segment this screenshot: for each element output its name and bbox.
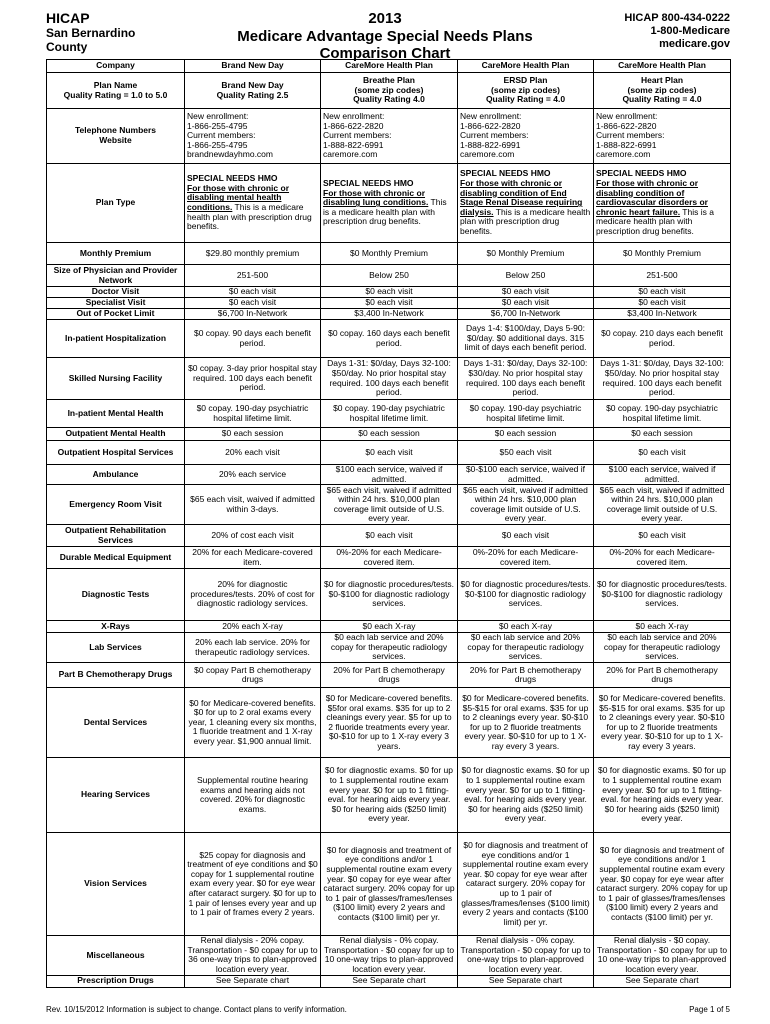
- cell: See Separate chart: [594, 975, 731, 987]
- text-line: SPECIAL NEEDS HMO: [596, 168, 687, 179]
- text-line: For those with chronic or disabling condition of cardiovascular disorders or chronic heart failure.: [596, 178, 708, 217]
- cell: 20% for Part B chemotherapy drugs: [594, 663, 731, 688]
- row-header-outpatient-hospital: Outpatient Hospital Services: [47, 441, 185, 465]
- row-header-plan-name: [47, 73, 185, 109]
- telephone-cell: [321, 109, 458, 164]
- cell: 20% for Part B chemotherapy drugs: [458, 663, 594, 688]
- cell: $0 for diagnostic procedures/tests. $0-$100 for diagnostic radiology services.: [594, 569, 731, 621]
- cell: $0 each visit: [185, 298, 321, 309]
- cell: $0 each session: [458, 428, 594, 441]
- plan-name-cell: [594, 73, 731, 109]
- text-line: Quality Rating = 1.0 to 5.0: [63, 89, 168, 100]
- telephone-cell: [594, 109, 731, 164]
- cell: $0 each X-ray: [594, 621, 731, 633]
- cell: $0 for diagnostic procedures/tests. $0-$100 for diagnostic radiology services.: [321, 569, 458, 621]
- table-row: [47, 547, 731, 569]
- cell: 20% each visit: [185, 441, 321, 465]
- cell: $0 each visit: [458, 287, 594, 298]
- cell: $0 Monthly Premium: [594, 243, 731, 265]
- text-line: New enrollment:: [187, 111, 249, 122]
- text-line: SPECIAL NEEDS HMO: [187, 173, 278, 184]
- plan-name-cell: [185, 73, 321, 109]
- cell: $0 copay. 190-day psychiatric hospital lifetime limit.: [321, 400, 458, 428]
- cell: $0 Monthly Premium: [321, 243, 458, 265]
- cell: See Separate chart: [458, 975, 594, 987]
- title-line1: Medicare Advantage Special Needs Plans: [237, 28, 533, 45]
- cell: $100 each service, waived if admitted.: [594, 465, 731, 485]
- cell: $0 each visit: [321, 525, 458, 547]
- year: 2013: [368, 10, 402, 27]
- cell: $0 for diagnosis and treatment of eye conditions and/or 1 supplemental routine exam every year. $0 copay for eye wear after cataract surgery. 20% copay for up to 1 pair of glasses/frames/lenses ($100 limit) every 2 years and contacts ($100 limit) per yr.: [594, 833, 731, 936]
- cell: 20% for Part B chemotherapy drugs: [321, 663, 458, 688]
- cell: $6,700 In-Network: [185, 309, 321, 320]
- cell: Below 250: [321, 265, 458, 287]
- row-header-specialist-visit: Specialist Visit: [47, 298, 185, 309]
- cell: $0 each visit: [594, 287, 731, 298]
- cell: Days 1-4: $100/day, Days 5-90: $0/day. $0 additional days. 315 limit of days each benefit period.: [458, 320, 594, 358]
- row-header-telephone: [47, 109, 185, 164]
- cell: $0 each session: [185, 428, 321, 441]
- text-line: 1-866-255-4795: [187, 139, 248, 150]
- cell: $0 each visit: [321, 287, 458, 298]
- table-row: [47, 465, 731, 485]
- cell: $65 each visit, waived if admitted within 24 hrs. $10,000 plan coverage limit outside of U.S. every year.: [594, 485, 731, 525]
- text-line: Breathe Plan: [363, 75, 415, 86]
- cell: $0 for Medicare-covered benefits. $5for oral exams. $35 for up to 2 cleanings every year. $5 for up to 2 fluoride treatments every year. $0-$10 for up to 1 X-ray every 3 years.: [321, 688, 458, 758]
- cell: 0%-20% for each Medicare-covered item.: [458, 547, 594, 569]
- cell: $3,400 In-Network: [321, 309, 458, 320]
- table-row: [47, 265, 731, 287]
- table-row: [47, 688, 731, 758]
- cell: $0 for Medicare-covered benefits. $0 for up to 2 oral exams every year, 1 cleaning every six months, 1 fluoride treatment and 1 X-ray every year. $1,900 annual limit.: [185, 688, 321, 758]
- row-header-dme: Durable Medical Equipment: [47, 547, 185, 569]
- cell: $0 for Medicare-covered benefits. $5-$15 for oral exams. $35 for up to 2 cleanings every year. $0-$10 for up to 2 fluoride treatments every year. $0-$10 for up to 1 X-ray every 3 years.: [458, 688, 594, 758]
- cell: $6,700 In-Network: [458, 309, 594, 320]
- cell: $29.80 monthly premium: [185, 243, 321, 265]
- cell: 0%-20% for each Medicare-covered item.: [594, 547, 731, 569]
- table-row: [47, 243, 731, 265]
- table-row: [47, 936, 731, 975]
- cell: 20% for diagnostic procedures/tests. 20% of cost for diagnostic radiology services.: [185, 569, 321, 621]
- comparison-table: [46, 59, 731, 988]
- row-header-monthly-premium: Monthly Premium: [47, 243, 185, 265]
- cell: $25 copay for diagnosis and treatment of eye conditions and $0 copay for 1 supplemental routine exam every year. $0 for eye wear after cataract surgery. $0 for up to 1 pair of lenses every year and up to 1 pair of frames every 2 years.: [185, 833, 321, 936]
- text-line: caremore.com: [323, 149, 378, 160]
- table-row: [47, 485, 731, 525]
- cell: 20% for each Medicare-covered item.: [185, 547, 321, 569]
- col-header-2: CareMore Health Plan: [321, 60, 458, 73]
- cell: See Separate chart: [185, 975, 321, 987]
- cell: $0 each visit: [458, 298, 594, 309]
- cell: 20% each lab service. 20% for therapeutic radiology services.: [185, 633, 321, 663]
- company-header: Company: [47, 60, 185, 73]
- text-line: 1-866-622-2820: [596, 120, 657, 131]
- text-line: (some zip codes): [491, 84, 560, 95]
- text-line: Telephone Numbers: [74, 125, 157, 136]
- text-line: This is a medicare health plan with prescription drug benefits.: [596, 206, 714, 236]
- text-line: 1-866-622-2820: [460, 120, 521, 131]
- text-line: Brand New Day: [221, 79, 284, 90]
- cell: $0 copay. 3-day prior hospital stay required. 100 days each benefit period.: [185, 358, 321, 400]
- cell: Renal dialysis - 20% copay. Transportation - $0 copay for up to 36 one-way trips to plan-approved location every year.: [185, 936, 321, 975]
- plan-type-cell: [321, 164, 458, 243]
- text-line: SPECIAL NEEDS HMO: [460, 168, 551, 179]
- table-row: [47, 320, 731, 358]
- cell: Days 1-31: $0/day, Days 32-100: $30/day. No prior hospital stay required. 100 days each benefit period.: [458, 358, 594, 400]
- county-line2: County: [46, 40, 88, 54]
- header-contacts: [624, 12, 730, 51]
- row-header-diagnostic: Diagnostic Tests: [47, 569, 185, 621]
- cell: 251-500: [594, 265, 731, 287]
- text-line: 1-866-622-2820: [323, 120, 384, 131]
- plan-type-cell: [458, 164, 594, 243]
- row-header-dental: Dental Services: [47, 688, 185, 758]
- cell: $0 copay. 190-day psychiatric hospital lifetime limit.: [458, 400, 594, 428]
- table-row: [47, 758, 731, 833]
- row-header-outpatient-mental: Outpatient Mental Health: [47, 428, 185, 441]
- county-line1: San Bernardino: [46, 26, 136, 40]
- cell: $0 each session: [594, 428, 731, 441]
- table-row: [47, 73, 731, 109]
- table-row: [47, 621, 731, 633]
- text-line: Quality Rating = 4.0: [622, 94, 702, 105]
- text-line: caremore.com: [460, 149, 515, 160]
- cell: 20% each service: [185, 465, 321, 485]
- cell: $0 each X-ray: [458, 621, 594, 633]
- page-number: Page 1 of 5: [689, 1005, 730, 1014]
- cell: $0 each lab service and 20% copay for therapeutic radiology services.: [321, 633, 458, 663]
- cell: $0 for diagnosis and treatment of eye conditions and/or 1 supplemental routine exam every year. $0 copay for eye wear after cataract surgery. 20% copay for up to 1 pair of glasses/frames/lenses ($100 limit) every 2 years and contacts ($100 limit) per yr.: [321, 833, 458, 936]
- cell: Below 250: [458, 265, 594, 287]
- cell: Days 1-31: $0/day, Days 32-100: $50/day. No prior hospital stay required. 100 days each benefit period.: [594, 358, 731, 400]
- text-line: 1-866-255-4795: [187, 120, 248, 131]
- table-row: [47, 833, 731, 936]
- text-line: 1-888-822-6991: [596, 139, 657, 150]
- cell: $0 Monthly Premium: [458, 243, 594, 265]
- cell: $100 each service, waived if admitted.: [321, 465, 458, 485]
- table-row: [47, 400, 731, 428]
- cell: $0 each visit: [321, 298, 458, 309]
- cell: $0 for diagnostic exams. $0 for up to 1 supplemental routine exam every year. $0 for up to 1 fitting-eval. for hearing aids every year. $0 for hearing aids ($250 limit) every year.: [321, 758, 458, 833]
- text-line: New enrollment:: [460, 111, 522, 122]
- row-header-ambulance: Ambulance: [47, 465, 185, 485]
- row-header-vision: Vision Services: [47, 833, 185, 936]
- hicap-phone: HICAP 800-434-0222: [624, 12, 730, 24]
- cell: $0 each visit: [594, 298, 731, 309]
- row-header-xrays: X-Rays: [47, 621, 185, 633]
- cell: Days 1-31: $0/day, Days 32-100: $50/day. No prior hospital stay required. 100 days each benefit period.: [321, 358, 458, 400]
- table-row: [47, 358, 731, 400]
- table-row: [47, 975, 731, 987]
- cell: $0 each lab service and 20% copay for therapeutic radiology services.: [594, 633, 731, 663]
- cell: $0 each visit: [458, 525, 594, 547]
- plan-type-cell: [594, 164, 731, 243]
- cell: 20% of cost each visit: [185, 525, 321, 547]
- cell: $0 each visit: [185, 287, 321, 298]
- col-header-4: CareMore Health Plan: [594, 60, 731, 73]
- org-name: HICAP: [46, 10, 90, 26]
- cell: 0%-20% for each Medicare-covered item.: [321, 547, 458, 569]
- cell: $0 copay. 210 days each benefit period.: [594, 320, 731, 358]
- row-header-hearing: Hearing Services: [47, 758, 185, 833]
- table-row: [47, 663, 731, 688]
- text-line: New enrollment:: [323, 111, 385, 122]
- cell: $65 each visit, waived if admitted within 24 hrs. $10,000 plan coverage limit outside of U.S. every year.: [321, 485, 458, 525]
- table-row: [47, 109, 731, 164]
- cell: $0 for diagnostic exams. $0 for up to 1 supplemental routine exam every year. $0 for up to 1 fitting-eval. for hearing aids every year. $0 for hearing aids ($250 limit) every year.: [458, 758, 594, 833]
- cell: $0 for Medicare-covered benefits. $5-$15 for oral exams. $35 for up to 2 cleanings every year. $0-$10 for up to 2 fluoride treatments every year. $0-$10 for up to 1 X-ray every 3 years.: [594, 688, 731, 758]
- cell: $0 each session: [321, 428, 458, 441]
- header-left: [46, 10, 135, 54]
- text-line: SPECIAL NEEDS HMO: [323, 178, 414, 189]
- table-row: [47, 441, 731, 465]
- row-header-lab: Lab Services: [47, 633, 185, 663]
- cell: $3,400 In-Network: [594, 309, 731, 320]
- cell: Supplemental routine hearing exams and hearing aids not covered. 20% for diagnostic exams.: [185, 758, 321, 833]
- row-header-misc: Miscellaneous: [47, 936, 185, 975]
- cell: $0 copay. 160 days each benefit period.: [321, 320, 458, 358]
- text-line: 1-888-822-6991: [460, 139, 521, 150]
- cell: $0 each visit: [594, 525, 731, 547]
- cell: $65 each visit, waived if admitted within 3-days.: [185, 485, 321, 525]
- text-line: brandnewdayhmo.com: [187, 149, 273, 160]
- plan-type-cell: [185, 164, 321, 243]
- title-line2: Comparison Chart: [319, 45, 451, 62]
- text-line: This is a medicare health plan with prescription drug benefits.: [187, 202, 312, 232]
- cell: $0 for diagnostic exams. $0 for up to 1 supplemental routine exam every year. $0 for up to 1 fitting-eval. for hearing aids every year. $0 for hearing aids ($250 limit) every year.: [594, 758, 731, 833]
- text-line: Quality Rating = 4.0: [485, 94, 566, 105]
- telephone-cell: [458, 109, 594, 164]
- text-line: This is a medicare health plan with prescription drug benefits.: [460, 206, 591, 236]
- text-line: Quality Rating 4.0: [353, 94, 425, 105]
- cell: $0 copay Part B chemotherapy drugs: [185, 663, 321, 688]
- medicare-website: medicare.gov: [659, 38, 730, 50]
- text-line: Plan Name: [93, 79, 138, 90]
- medicare-phone: 1-800-Medicare: [650, 25, 730, 37]
- cell: 20% each X-ray: [185, 621, 321, 633]
- table-row: [47, 298, 731, 309]
- cell: $0 each visit: [594, 441, 731, 465]
- text-line: (some zip codes): [354, 84, 424, 95]
- row-header-doctor-visit: Doctor Visit: [47, 287, 185, 298]
- table-row: [47, 525, 731, 547]
- cell: $0 copay. 190-day psychiatric hospital lifetime limit.: [594, 400, 731, 428]
- cell: Renal dialysis - $0 copay. Transportation - $0 copay for up to 10 one-way trips to plan-approved location every year.: [594, 936, 731, 975]
- text-line: Heart Plan: [640, 75, 684, 86]
- cell: $0 each visit: [321, 441, 458, 465]
- row-header-skilled-nursing: Skilled Nursing Facility: [47, 358, 185, 400]
- table-row: [47, 569, 731, 621]
- text-line: This is a medicare health plan with prescription drug benefits.: [323, 197, 447, 227]
- table-row: [47, 287, 731, 298]
- text-line: Current members:: [460, 130, 529, 141]
- text-line: Current members:: [323, 130, 392, 141]
- cell: $0 for diagnosis and treatment of eye conditions and/or 1 supplemental routine exam every year. $0 copay for eye wear after cataract surgery. 20% copay for up to 1 pair of glasses/frames/lenses ($100 limit) every 2 years and contacts ($100 limit) per yr.: [458, 833, 594, 936]
- text-line: Current members:: [187, 130, 256, 141]
- text-line: For those with chronic or disabling mental health conditions.: [187, 182, 290, 212]
- cell: Renal dialysis - 0% copay. Transportation - $0 copay for up to 10 one-way trips to plan-approved location every year.: [321, 936, 458, 975]
- cell: $50 each visit: [458, 441, 594, 465]
- text-line: 1-888-822-6991: [323, 139, 384, 150]
- plan-name-cell: [321, 73, 458, 109]
- cell: Renal dialysis - 0% copay. Transportation - $0 copay for up to one-way trips to plan-approved location every year.: [458, 936, 594, 975]
- row-header-outpatient-rehab: Outpatient Rehabilitation Services: [47, 525, 185, 547]
- cell: $0 for diagnostic procedures/tests. $0-$100 for diagnostic radiology services.: [458, 569, 594, 621]
- cell: $0 copay. 90 days each benefit period.: [185, 320, 321, 358]
- text-line: Current members:: [596, 130, 665, 141]
- col-header-3: CareMore Health Plan: [458, 60, 594, 73]
- text-line: For those with chronic or disabling lung conditions.: [323, 187, 429, 208]
- cell: See Separate chart: [321, 975, 458, 987]
- plan-name-cell: [458, 73, 594, 109]
- cell: $65 each visit, waived if admitted within 24 hrs. $10,000 plan coverage limit outside of U.S. every year.: [458, 485, 594, 525]
- row-header-partb-chemo: Part B Chemotherapy Drugs: [47, 663, 185, 688]
- text-line: For those with chronic or disabling condition of End Stage Renal Disease requiring dialysis.: [460, 178, 583, 217]
- cell: $0 each X-ray: [321, 621, 458, 633]
- text-line: (some zip codes): [627, 84, 697, 95]
- row-header-prescription: Prescription Drugs: [47, 975, 185, 987]
- col-header-1: Brand New Day: [185, 60, 321, 73]
- table-row: [47, 309, 731, 320]
- text-line: ERSD Plan: [503, 75, 548, 86]
- text-line: caremore.com: [596, 149, 651, 160]
- cell: $0-$100 each service, waived if admitted.: [458, 465, 594, 485]
- text-line: New enrollment:: [596, 111, 658, 122]
- row-header-inpatient-hospitalization: In-patient Hospitalization: [47, 320, 185, 358]
- table-row: [47, 60, 731, 73]
- row-header-emergency-room: Emergency Room Visit: [47, 485, 185, 525]
- row-header-inpatient-mental: In-patient Mental Health: [47, 400, 185, 428]
- cell: $0 each lab service and 20% copay for therapeutic radiology services.: [458, 633, 594, 663]
- cell: 251-500: [185, 265, 321, 287]
- telephone-cell: [185, 109, 321, 164]
- table-row: [47, 428, 731, 441]
- cell: $0 copay. 190-day psychiatric hospital lifetime limit.: [185, 400, 321, 428]
- footer-note: Rev. 10/15/2012 Information is subject to change. Contact plans to verify information.: [46, 1005, 347, 1014]
- table-row: [47, 633, 731, 663]
- text-line: Quality Rating 2.5: [216, 89, 289, 100]
- row-header-plan-type: Plan Type: [47, 164, 185, 243]
- row-header-network-size: Size of Physician and Provider Network: [47, 265, 185, 287]
- header-title: [200, 10, 570, 62]
- text-line: Website: [99, 135, 132, 145]
- table-row: [47, 164, 731, 243]
- row-header-out-of-pocket: Out of Pocket Limit: [47, 309, 185, 320]
